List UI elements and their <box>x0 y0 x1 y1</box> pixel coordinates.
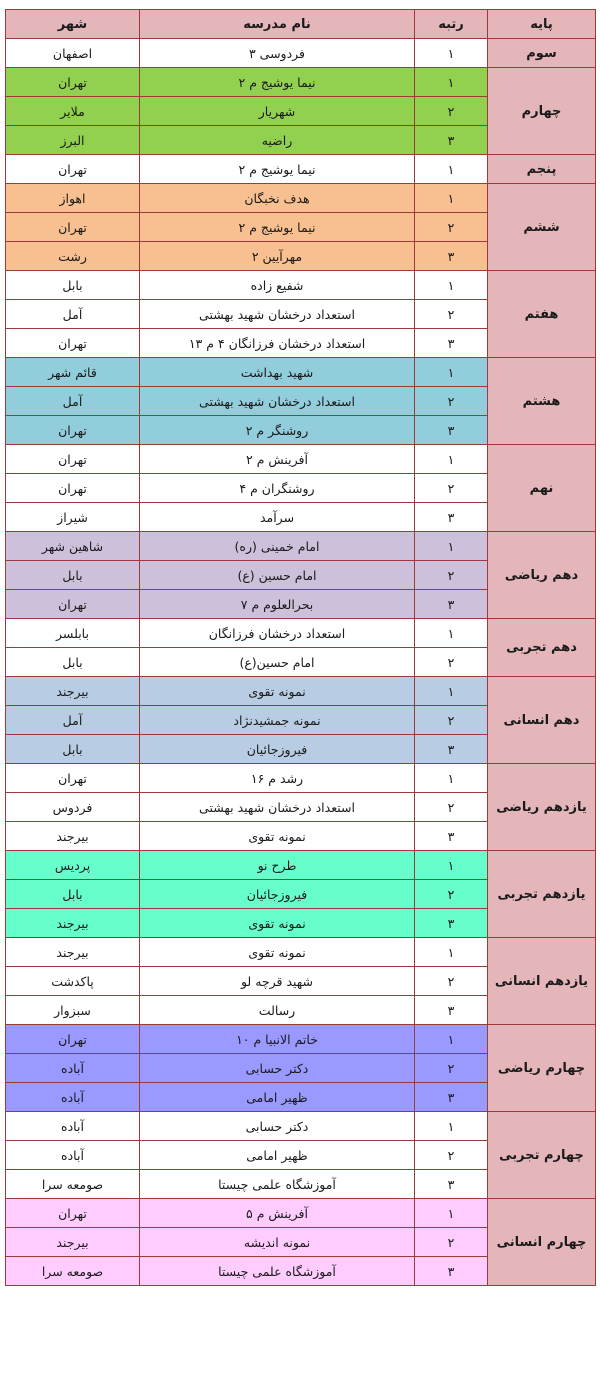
city-cell: بابل <box>6 880 140 909</box>
school-cell: روشنگر م ۲ <box>140 416 415 445</box>
rank-cell: ۱ <box>415 851 488 880</box>
school-cell: طرح نو <box>140 851 415 880</box>
school-cell: سرآمد <box>140 503 415 532</box>
city-cell: بابل <box>6 561 140 590</box>
rank-cell: ۲ <box>415 561 488 590</box>
school-cell: شهید قرچه لو <box>140 967 415 996</box>
rank-cell: ۱ <box>415 1199 488 1228</box>
rank-cell: ۳ <box>415 242 488 271</box>
rank-cell: ۳ <box>415 909 488 938</box>
header-rank: رتبه <box>415 10 488 39</box>
rank-cell: ۲ <box>415 1054 488 1083</box>
table-row <box>6 358 596 387</box>
rank-cell: ۱ <box>415 938 488 967</box>
rank-cell: ۱ <box>415 532 488 561</box>
city-cell: آباده <box>6 1083 140 1112</box>
table-row <box>6 1199 596 1228</box>
rank-cell: ۱ <box>415 619 488 648</box>
table-body <box>6 39 596 1286</box>
rank-cell: ۳ <box>415 416 488 445</box>
school-cell: استعداد درخشان شهید بهشتی <box>140 300 415 329</box>
header-row <box>6 10 596 39</box>
school-cell: نمونه جمشیدنژاد <box>140 706 415 735</box>
rank-cell: ۳ <box>415 1083 488 1112</box>
school-cell: هدف نخبگان <box>140 184 415 213</box>
city-cell: بابل <box>6 648 140 677</box>
city-cell: تهران <box>6 764 140 793</box>
grade-cell: چهارم تجربی <box>488 1112 596 1199</box>
school-cell: استعداد درخشان فرزانگان <box>140 619 415 648</box>
city-cell: ملایر <box>6 97 140 126</box>
rank-cell: ۳ <box>415 126 488 155</box>
school-cell: شهید بهداشت <box>140 358 415 387</box>
rank-cell: ۳ <box>415 1257 488 1286</box>
school-cell: استعداد درخشان شهید بهشتی <box>140 387 415 416</box>
rank-cell: ۲ <box>415 793 488 822</box>
rank-cell: ۲ <box>415 97 488 126</box>
school-cell: روشنگران م ۴ <box>140 474 415 503</box>
rank-cell: ۳ <box>415 329 488 358</box>
rank-cell: ۲ <box>415 474 488 503</box>
table-row <box>6 445 596 474</box>
grade-cell: دهم انسانی <box>488 677 596 764</box>
grade-cell: هفتم <box>488 271 596 358</box>
rank-cell: ۱ <box>415 184 488 213</box>
school-cell: نمونه اندیشه <box>140 1228 415 1257</box>
city-cell: اهواز <box>6 184 140 213</box>
city-cell: قائم شهر <box>6 358 140 387</box>
table-row <box>6 1112 596 1141</box>
rank-cell: ۲ <box>415 300 488 329</box>
rank-cell: ۲ <box>415 1141 488 1170</box>
city-cell: بیرجند <box>6 677 140 706</box>
school-cell: دکتر حسابی <box>140 1112 415 1141</box>
school-cell: استعداد درخشان فرزانگان ۴ م ۱۳ <box>140 329 415 358</box>
grade-cell: چهارم انسانی <box>488 1199 596 1286</box>
city-cell: البرز <box>6 126 140 155</box>
city-cell: اصفهان <box>6 39 140 68</box>
grade-cell: یازدهم ریاضی <box>488 764 596 851</box>
city-cell: سبزوار <box>6 996 140 1025</box>
rank-cell: ۲ <box>415 213 488 242</box>
city-cell: صومعه سرا <box>6 1170 140 1199</box>
city-cell: بیرجند <box>6 938 140 967</box>
city-cell: تهران <box>6 1199 140 1228</box>
city-cell: آباده <box>6 1141 140 1170</box>
rank-cell: ۱ <box>415 155 488 184</box>
rank-cell: ۳ <box>415 996 488 1025</box>
school-cell: بحرالعلوم م ۷ <box>140 590 415 619</box>
city-cell: آمل <box>6 387 140 416</box>
school-cell: رشد م ۱۶ <box>140 764 415 793</box>
city-cell: پاکدشت <box>6 967 140 996</box>
city-cell: تهران <box>6 1025 140 1054</box>
rank-cell: ۱ <box>415 1025 488 1054</box>
header-city: شهر <box>6 10 140 39</box>
city-cell: بابل <box>6 271 140 300</box>
rank-cell: ۱ <box>415 271 488 300</box>
city-cell: شیراز <box>6 503 140 532</box>
grade-cell: یازدهم انسانی <box>488 938 596 1025</box>
school-cell: نیما یوشیج م ۲ <box>140 155 415 184</box>
table-row <box>6 155 596 184</box>
grade-cell: ششم <box>488 184 596 271</box>
city-cell: بیرجند <box>6 1228 140 1257</box>
rank-cell: ۳ <box>415 735 488 764</box>
grade-cell: چهارم ریاضی <box>488 1025 596 1112</box>
rank-cell: ۱ <box>415 445 488 474</box>
city-cell: پردیس <box>6 851 140 880</box>
rank-cell: ۲ <box>415 1228 488 1257</box>
rank-cell: ۱ <box>415 39 488 68</box>
city-cell: تهران <box>6 68 140 97</box>
school-cell: نمونه تقوی <box>140 938 415 967</box>
table-row <box>6 532 596 561</box>
rank-cell: ۲ <box>415 967 488 996</box>
school-cell: نمونه تقوی <box>140 677 415 706</box>
school-cell: رسالت <box>140 996 415 1025</box>
table-row <box>6 851 596 880</box>
school-cell: فیروزجائیان <box>140 735 415 764</box>
rank-cell: ۱ <box>415 677 488 706</box>
city-cell: تهران <box>6 213 140 242</box>
grade-cell: پنجم <box>488 155 596 184</box>
city-cell: تهران <box>6 590 140 619</box>
table-row <box>6 39 596 68</box>
rank-cell: ۱ <box>415 68 488 97</box>
rank-cell: ۱ <box>415 358 488 387</box>
city-cell: تهران <box>6 329 140 358</box>
city-cell: آمل <box>6 706 140 735</box>
school-cell: امام خمینی (ره) <box>140 532 415 561</box>
grade-cell: چهارم <box>488 68 596 155</box>
grade-cell: نهم <box>488 445 596 532</box>
ranking-table-container <box>5 9 595 1286</box>
table-row <box>6 1025 596 1054</box>
school-cell: مهرآیین ۲ <box>140 242 415 271</box>
school-cell: آفرینش م ۲ <box>140 445 415 474</box>
city-cell: بابلسر <box>6 619 140 648</box>
city-cell: تهران <box>6 155 140 184</box>
school-cell: ظهیر امامی <box>140 1083 415 1112</box>
rank-cell: ۱ <box>415 1112 488 1141</box>
school-cell: نیما یوشیج م ۲ <box>140 68 415 97</box>
header-school: نام مدرسه <box>140 10 415 39</box>
city-cell: صومعه سرا <box>6 1257 140 1286</box>
table-row <box>6 764 596 793</box>
rank-cell: ۲ <box>415 880 488 909</box>
city-cell: تهران <box>6 445 140 474</box>
table-row <box>6 68 596 97</box>
header-grade: پایه <box>488 10 596 39</box>
table-row <box>6 271 596 300</box>
school-cell: شهریار <box>140 97 415 126</box>
city-cell: بیرجند <box>6 909 140 938</box>
rank-cell: ۲ <box>415 706 488 735</box>
school-cell: فردوسی ۳ <box>140 39 415 68</box>
school-cell: نمونه تقوی <box>140 909 415 938</box>
table-row <box>6 938 596 967</box>
school-cell: شفیع زاده <box>140 271 415 300</box>
rank-cell: ۱ <box>415 764 488 793</box>
city-cell: بیرجند <box>6 822 140 851</box>
ranking-table <box>5 9 596 1286</box>
city-cell: آمل <box>6 300 140 329</box>
school-cell: نمونه تقوی <box>140 822 415 851</box>
city-cell: فردوس <box>6 793 140 822</box>
grade-cell: یازدهم تجربی <box>488 851 596 938</box>
city-cell: آباده <box>6 1054 140 1083</box>
school-cell: دکتر حسابی <box>140 1054 415 1083</box>
grade-cell: دهم تجربی <box>488 619 596 677</box>
school-cell: راضیه <box>140 126 415 155</box>
rank-cell: ۳ <box>415 822 488 851</box>
city-cell: بابل <box>6 735 140 764</box>
school-cell: نیما یوشیج م ۲ <box>140 213 415 242</box>
school-cell: آموزشگاه علمی چیستا <box>140 1170 415 1199</box>
school-cell: امام حسین(ع) <box>140 648 415 677</box>
school-cell: فیروزجائیان <box>140 880 415 909</box>
city-cell: تهران <box>6 474 140 503</box>
rank-cell: ۳ <box>415 503 488 532</box>
rank-cell: ۳ <box>415 590 488 619</box>
rank-cell: ۲ <box>415 387 488 416</box>
rank-cell: ۳ <box>415 1170 488 1199</box>
school-cell: امام حسین (ع) <box>140 561 415 590</box>
table-row <box>6 184 596 213</box>
school-cell: آموزشگاه علمی چیستا <box>140 1257 415 1286</box>
table-row <box>6 619 596 648</box>
school-cell: آفرینش م ۵ <box>140 1199 415 1228</box>
table-row <box>6 677 596 706</box>
city-cell: تهران <box>6 416 140 445</box>
grade-cell: سوم <box>488 39 596 68</box>
city-cell: شاهین شهر <box>6 532 140 561</box>
school-cell: استعداد درخشان شهید بهشتی <box>140 793 415 822</box>
rank-cell: ۲ <box>415 648 488 677</box>
school-cell: خاتم الانبیا م ۱۰ <box>140 1025 415 1054</box>
city-cell: رشت <box>6 242 140 271</box>
city-cell: آباده <box>6 1112 140 1141</box>
school-cell: ظهیر امامی <box>140 1141 415 1170</box>
grade-cell: هشتم <box>488 358 596 445</box>
grade-cell: دهم ریاضی <box>488 532 596 619</box>
